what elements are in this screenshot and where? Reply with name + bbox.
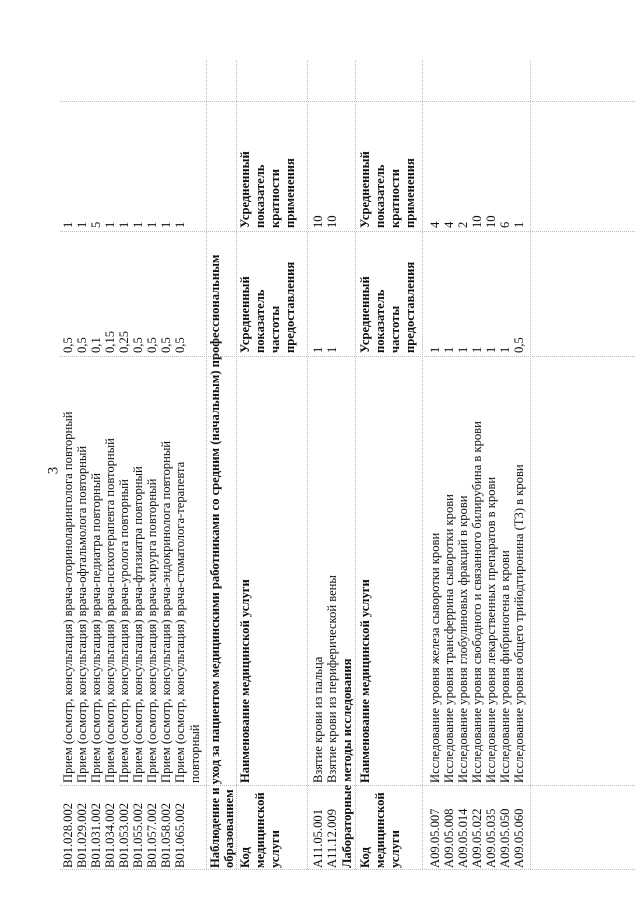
multiplicity-value: 1 [512, 221, 526, 228]
header-text: Усредненный [358, 276, 372, 353]
service-name: Прием (осмотр, консультация) врача-оториноларинголога повторный [61, 411, 75, 783]
service-name: Исследование уровня фибриногена в крови [498, 550, 512, 783]
table-line [60, 869, 635, 870]
header-text: Наименование медицинской услуги [358, 579, 372, 783]
service-name: Прием (осмотр, консультация) врача-фтизиатра повторный [131, 466, 145, 783]
frequency-value: 1 [498, 346, 512, 353]
multiplicity-value: 1 [61, 221, 75, 228]
multiplicity-value: 4 [428, 221, 442, 228]
table-row [117, 98, 131, 868]
table-row [484, 98, 498, 868]
table-row [512, 98, 526, 868]
multiplicity-value: 1 [75, 221, 89, 228]
service-code: A09.05.014 [456, 808, 470, 868]
service-code: B01.058.002 [159, 802, 173, 868]
multiplicity-value: 1 [117, 221, 131, 228]
multiplicity-value: 1 [159, 221, 173, 228]
header-code [358, 792, 403, 868]
header-text: Усредненный [238, 151, 252, 228]
multiplicity-value: 10 [325, 215, 339, 228]
header-text: Усредненный [358, 151, 372, 228]
table-line [236, 60, 237, 870]
service-code: B01.031.002 [89, 802, 103, 868]
service-name: Прием (осмотр, консультация) врача-хирурга повторный [145, 478, 159, 783]
table-row [442, 98, 456, 868]
header-text: применения [283, 158, 297, 228]
header-text: услуги [388, 830, 402, 868]
rotated-page [60, 60, 635, 870]
table-row [89, 98, 103, 868]
header-text: Наименование медицинской услуги [238, 579, 252, 783]
multiplicity-value: 1 [173, 221, 187, 228]
frequency-value: 0,5 [159, 337, 173, 353]
service-code: A09.05.060 [512, 808, 526, 868]
multiplicity-value: 5 [89, 221, 103, 228]
table-row [498, 98, 512, 868]
service-code: A09.05.050 [498, 808, 512, 868]
document-sheet [60, 60, 635, 870]
table-row [61, 98, 75, 868]
section-title: Наблюдение и уход за пациентом медицинскими работниками со средним (начальным) профессиональным [208, 254, 222, 868]
service-name: Прием (осмотр, консультация) врача-психотерапевта повторный [103, 438, 117, 783]
service-code: B01.057.002 [145, 802, 159, 868]
frequency-value: 0,5 [131, 337, 145, 353]
service-name: Прием (осмотр, консультация) врача-педиатра повторный [89, 473, 103, 783]
table-row [311, 98, 325, 868]
page-number: 3 [45, 466, 62, 475]
service-code: A09.05.007 [428, 808, 442, 868]
table-row [456, 98, 470, 868]
service-code: B01.065.002 [173, 802, 187, 868]
frequency-value: 0,15 [103, 330, 117, 353]
service-name: Прием (осмотр, консультация) врача-уролога повторный [117, 479, 131, 783]
frequency-value: 0,5 [512, 337, 526, 353]
multiplicity-value: 10 [470, 215, 484, 228]
frequency-value: 0,25 [117, 330, 131, 353]
header-text: Код [358, 847, 372, 868]
header-text: кратности [388, 168, 402, 228]
header-text: показатель [253, 289, 267, 353]
header-frequency [358, 262, 418, 353]
table-row [173, 98, 187, 868]
service-name: Прием (осмотр, консультация) врача-стоматолога-терапевта [173, 461, 187, 783]
header-text: медицинской [253, 792, 267, 868]
header-text: Усредненный [238, 276, 252, 353]
header-frequency [238, 262, 298, 353]
header-text: кратности [268, 168, 282, 228]
table-row [159, 98, 173, 868]
service-name: повторный [188, 724, 202, 783]
frequency-value: 0,5 [145, 337, 159, 353]
table-line [206, 60, 207, 870]
header-name [358, 579, 373, 783]
frequency-value: 0,5 [61, 337, 75, 353]
service-code: B01.028.002 [61, 802, 75, 868]
table-line [422, 60, 423, 870]
header-text: предоставления [403, 261, 417, 353]
service-code: A11.05.001 [311, 808, 325, 868]
frequency-value: 1 [428, 346, 442, 353]
frequency-value: 1 [484, 346, 498, 353]
service-name: Взятие крови из периферической вены [325, 575, 339, 783]
header-text: медицинской [373, 792, 387, 868]
service-code: B01.029.002 [75, 802, 89, 868]
service-name: Исследование уровня свободного и связанного билирубина в крови [470, 421, 484, 783]
service-code: A09.05.008 [442, 808, 456, 868]
service-code: A11.12.009 [325, 808, 339, 868]
service-name: Взятие крови из пальца [311, 656, 325, 783]
header-code [238, 792, 283, 868]
header-multiplicity [238, 151, 298, 228]
service-name: Исследование уровня трансферрина сыворотки крови [442, 494, 456, 783]
table-line [307, 60, 308, 870]
header-text: показатель [373, 289, 387, 353]
table-row [145, 98, 159, 868]
frequency-value: 0,5 [173, 337, 187, 353]
frequency-value: 0,5 [75, 337, 89, 353]
service-code: B01.053.002 [117, 802, 131, 868]
service-name: Прием (осмотр, консультация) врача-эндокринолога повторный [159, 440, 173, 783]
header-text: предоставления [283, 261, 297, 353]
multiplicity-value: 6 [498, 221, 512, 228]
table-line [355, 60, 356, 870]
service-name: Исследование уровня глобулиновых фракций в крови [456, 495, 470, 783]
table-row-continuation [188, 724, 202, 783]
service-name: Исследование уровня железа сыворотки крови [428, 532, 442, 783]
header-multiplicity [358, 151, 418, 228]
table-line [530, 60, 531, 870]
service-code: B01.055.002 [131, 802, 145, 868]
multiplicity-value: 4 [442, 221, 456, 228]
service-name: Прием (осмотр, консультация) врача-офтальмолога повторный [75, 445, 89, 783]
table-row [470, 98, 484, 868]
multiplicity-value: 10 [484, 215, 498, 228]
service-name: Исследование уровня лекарственных препаратов в крови [484, 476, 498, 783]
service-code: A09.05.035 [484, 808, 498, 868]
service-code: B01.034.002 [103, 802, 117, 868]
multiplicity-value: 1 [131, 221, 145, 228]
service-code: A09.05.022 [470, 808, 484, 868]
section-title: образованием [222, 789, 236, 868]
frequency-value: 1 [325, 346, 339, 353]
header-text: Код [238, 847, 252, 868]
service-name: Исследование уровня общего трийодтиронина (Т3) в крови [512, 464, 526, 783]
header-text: применения [403, 158, 417, 228]
table-row [325, 98, 339, 868]
frequency-value: 1 [456, 346, 470, 353]
multiplicity-value: 1 [145, 221, 159, 228]
header-text: показатель [253, 164, 267, 228]
header-name [238, 579, 253, 783]
table-row [428, 98, 442, 868]
frequency-value: 1 [311, 346, 325, 353]
table-row [75, 98, 89, 868]
frequency-value: 0,1 [89, 337, 103, 353]
multiplicity-value: 2 [456, 221, 470, 228]
frequency-value: 1 [470, 346, 484, 353]
multiplicity-value: 10 [311, 215, 325, 228]
frequency-value: 1 [442, 346, 456, 353]
header-text: частоты [268, 305, 282, 353]
section-title: Лабораторные методы исследования [340, 658, 354, 868]
header-text: показатель [373, 164, 387, 228]
multiplicity-value: 1 [103, 221, 117, 228]
table-row [131, 98, 145, 868]
header-text: услуги [268, 830, 282, 868]
table-row [103, 98, 117, 868]
header-text: частоты [388, 305, 402, 353]
